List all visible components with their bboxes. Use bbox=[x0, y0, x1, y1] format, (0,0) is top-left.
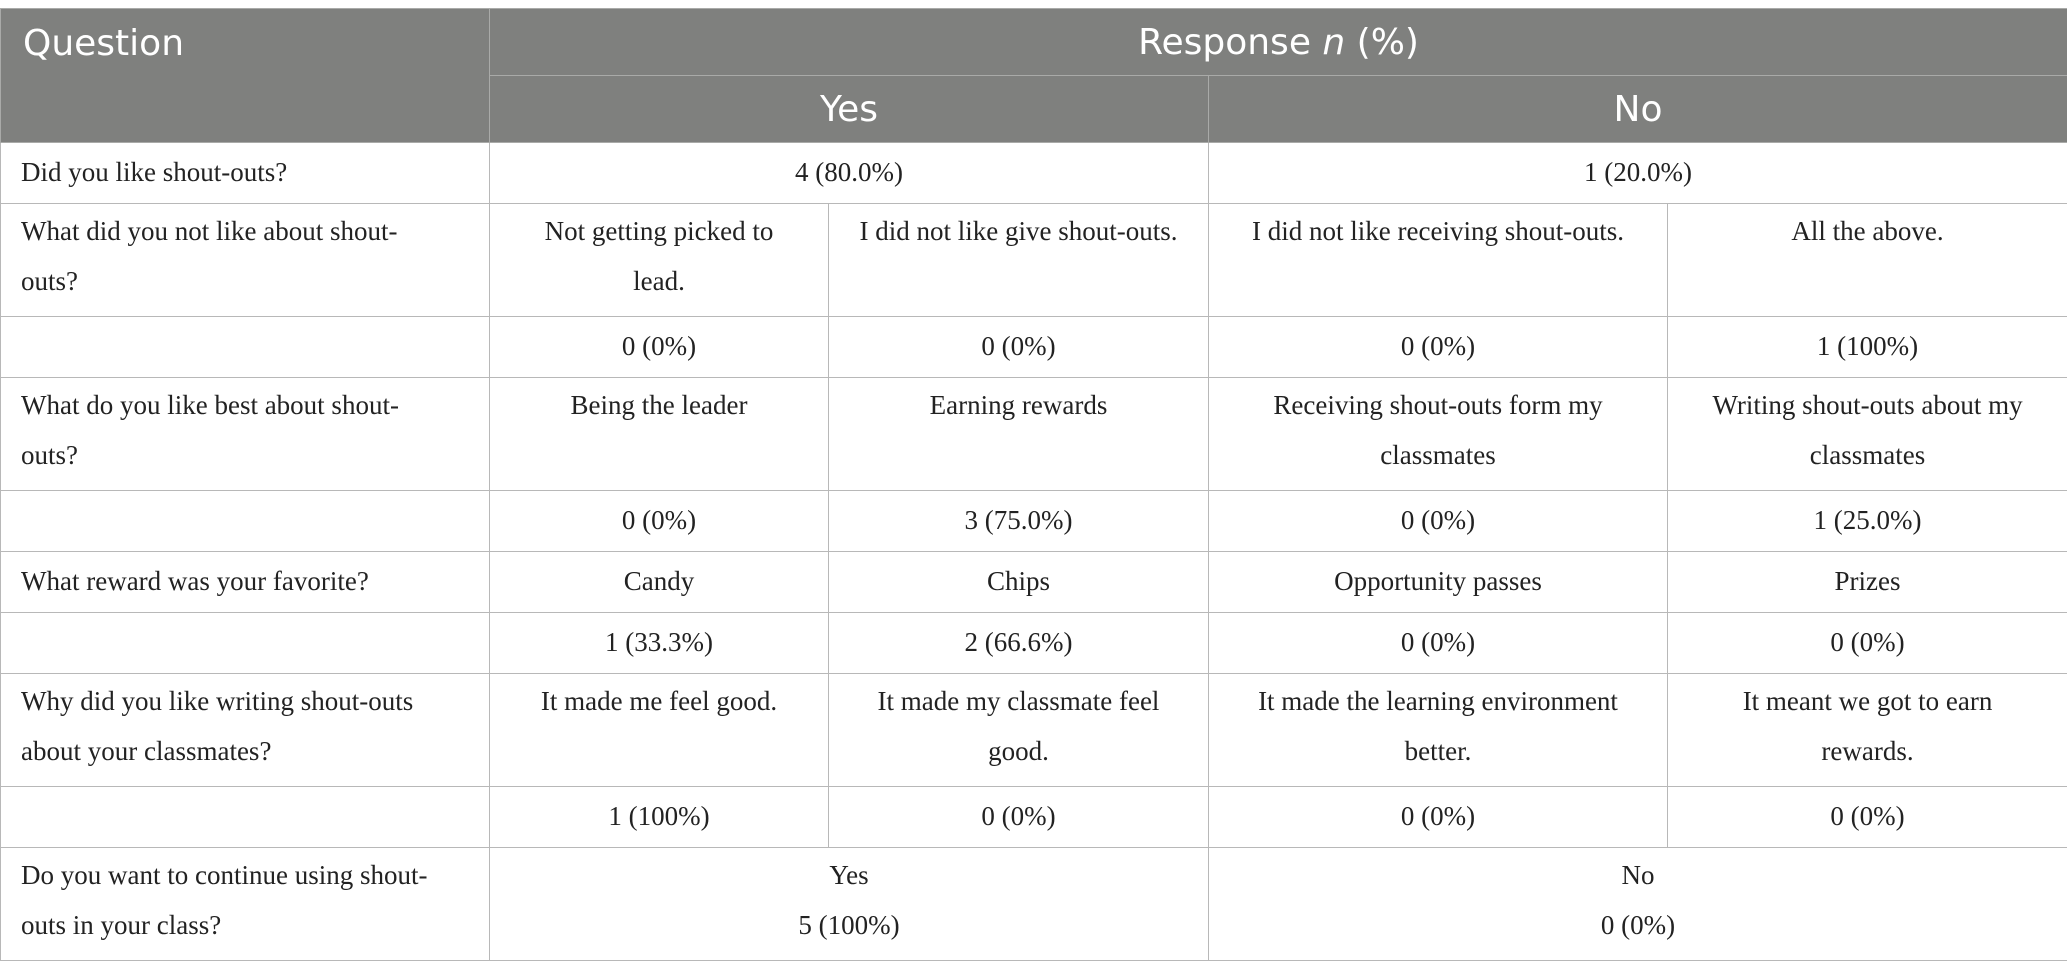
value-cell: 2 (66.6%) bbox=[829, 613, 1209, 674]
option-cell: Chips bbox=[829, 552, 1209, 613]
table-row bbox=[1, 491, 2067, 552]
option-cell: Earning rewards bbox=[829, 378, 1209, 491]
option-cell bbox=[1668, 378, 2067, 491]
yes-value: 5 (100%) bbox=[798, 910, 900, 940]
question-line: about your classmates? bbox=[21, 736, 272, 766]
value-cell: 1 (100%) bbox=[490, 787, 829, 848]
question-column-header: Question bbox=[1, 9, 490, 143]
question-line: outs in your class? bbox=[21, 910, 222, 940]
option-line: rewards. bbox=[1821, 736, 1914, 766]
question-cell-empty bbox=[1, 491, 490, 552]
option-cell: Opportunity passes bbox=[1209, 552, 1668, 613]
question-line: Do you want to continue using shout- bbox=[21, 860, 428, 890]
question-line: What do you like best about shout- bbox=[21, 390, 399, 420]
option-line: It made the learning environment bbox=[1258, 686, 1618, 716]
value-cell: 0 (0%) bbox=[1209, 787, 1668, 848]
yes-value-cell bbox=[490, 848, 1209, 961]
question-line: Why did you like writing shout-outs bbox=[21, 686, 414, 716]
question-cell: What reward was your favorite? bbox=[1, 552, 490, 613]
question-line: What did you not like about shout- bbox=[21, 216, 398, 246]
no-column-header: No bbox=[1209, 76, 2067, 143]
response-label: Response bbox=[1138, 21, 1323, 63]
option-cell bbox=[1209, 674, 1668, 787]
question-cell-empty bbox=[1, 613, 490, 674]
yes-column-header: Yes bbox=[490, 76, 1209, 143]
value-cell: 0 (0%) bbox=[1209, 491, 1668, 552]
yes-label: Yes bbox=[829, 860, 869, 890]
option-line: good. bbox=[988, 736, 1049, 766]
no-value-cell bbox=[1209, 848, 2067, 961]
value-cell: 0 (0%) bbox=[1668, 787, 2067, 848]
option-line: lead. bbox=[633, 266, 685, 296]
option-cell bbox=[829, 674, 1209, 787]
option-line: Not getting picked to bbox=[544, 216, 774, 246]
yes-value-cell: 4 (80.0%) bbox=[490, 143, 1209, 204]
value-cell: 0 (0%) bbox=[490, 317, 829, 378]
option-cell: Being the leader bbox=[490, 378, 829, 491]
table-row bbox=[1, 613, 2067, 674]
option-line: better. bbox=[1404, 736, 1472, 766]
option-cell: I did not like receiving shout-outs. bbox=[1209, 204, 1668, 317]
option-cell: Prizes bbox=[1668, 552, 2067, 613]
value-cell: 1 (25.0%) bbox=[1668, 491, 2067, 552]
question-cell: Did you like shout-outs? bbox=[1, 143, 490, 204]
option-cell: I did not like give shout-outs. bbox=[829, 204, 1209, 317]
table-row bbox=[1, 378, 2067, 491]
value-cell: 0 (0%) bbox=[1209, 317, 1668, 378]
value-cell: 0 (0%) bbox=[490, 491, 829, 552]
table-row bbox=[1, 317, 2067, 378]
option-cell bbox=[1668, 674, 2067, 787]
no-value-cell: 1 (20.0%) bbox=[1209, 143, 2067, 204]
option-line: It meant we got to earn bbox=[1742, 686, 1993, 716]
option-cell bbox=[1209, 378, 1668, 491]
value-cell: 0 (0%) bbox=[829, 787, 1209, 848]
option-cell: Candy bbox=[490, 552, 829, 613]
response-n-label: n bbox=[1322, 21, 1346, 63]
value-cell: 0 (0%) bbox=[1209, 613, 1668, 674]
question-cell-empty bbox=[1, 317, 490, 378]
value-cell: 3 (75.0%) bbox=[829, 491, 1209, 552]
option-line: Receiving shout-outs form my bbox=[1273, 390, 1603, 420]
question-line: outs? bbox=[21, 440, 78, 470]
option-cell bbox=[490, 204, 829, 317]
header-row-1 bbox=[1, 9, 2067, 76]
option-line: classmates bbox=[1380, 440, 1496, 470]
option-cell: It made me feel good. bbox=[490, 674, 829, 787]
value-cell: 1 (100%) bbox=[1668, 317, 2067, 378]
option-cell: All the above. bbox=[1668, 204, 2067, 317]
question-cell bbox=[1, 378, 490, 491]
no-label: No bbox=[1621, 860, 1655, 890]
table-row bbox=[1, 848, 2067, 961]
question-line: outs? bbox=[21, 266, 78, 296]
survey-results-table bbox=[0, 8, 2067, 961]
table-row bbox=[1, 552, 2067, 613]
option-line: classmates bbox=[1809, 440, 1926, 470]
question-cell bbox=[1, 848, 490, 961]
response-percent-label: (%) bbox=[1345, 21, 1419, 63]
table-row bbox=[1, 787, 2067, 848]
question-cell-empty bbox=[1, 787, 490, 848]
option-line: Writing shout-outs about my bbox=[1712, 390, 2023, 420]
table-row bbox=[1, 674, 2067, 787]
value-cell: 0 (0%) bbox=[1668, 613, 2067, 674]
question-cell bbox=[1, 204, 490, 317]
no-value: 0 (0%) bbox=[1600, 910, 1676, 940]
value-cell: 0 (0%) bbox=[829, 317, 1209, 378]
table-row bbox=[1, 143, 2067, 204]
table-row bbox=[1, 204, 2067, 317]
option-line: It made my classmate feel bbox=[877, 686, 1160, 716]
question-cell bbox=[1, 674, 490, 787]
value-cell: 1 (33.3%) bbox=[490, 613, 829, 674]
response-column-header bbox=[490, 9, 2067, 76]
